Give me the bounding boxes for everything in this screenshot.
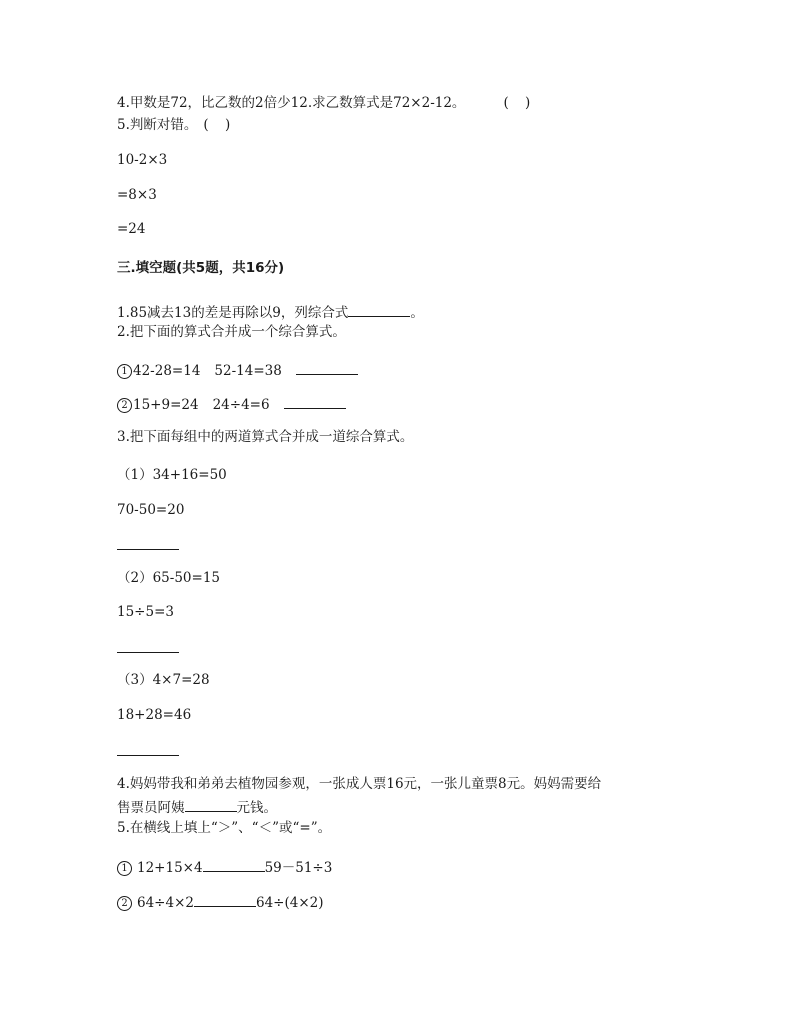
answer-blank[interactable] — [203, 857, 265, 872]
fill-question-5: 5.在横线上填上“＞”、“＜”或“=”。 — [117, 820, 332, 836]
fill-question-4-line-2 — [117, 797, 277, 817]
q3-group-2-eq2: 15÷5=3 — [117, 604, 174, 620]
answer-blank[interactable] — [185, 797, 237, 812]
q5-item-1 — [117, 857, 332, 877]
equation-1: 65-50=15 — [152, 570, 221, 586]
equation-2: 24÷4=6 — [212, 397, 270, 413]
answer-blank[interactable] — [296, 360, 358, 375]
fill-question-4-line-1: 4.妈妈带我和弟弟去植物园参观，一张成人票16元，一张儿童票8元。妈妈需要给 — [117, 776, 602, 792]
circle-number: 2 — [117, 398, 132, 413]
answer-blank[interactable] — [284, 394, 346, 409]
question-text: 1.85减去13的差是再除以9，列综合式 — [117, 305, 349, 321]
answer-blank[interactable] — [348, 302, 410, 317]
equation-2: 52-14=38 — [214, 363, 282, 379]
q3-group-1-eq1 — [117, 466, 227, 484]
calc-step-2: =8×3 — [117, 187, 157, 203]
fill-question-3: 3.把下面每组中的两道算式合并成一道综合算式。 — [117, 429, 414, 445]
q2-item-2 — [117, 394, 346, 414]
q3-group-2-answer-blank[interactable] — [117, 652, 179, 653]
q3-group-2-eq1 — [117, 569, 220, 587]
equation-1: 34+16=50 — [152, 467, 227, 483]
calc-step-1: 10-2×3 — [117, 152, 168, 168]
question-tail: 。 — [410, 305, 424, 321]
group-label: （2） — [117, 570, 153, 586]
group-label: （3） — [117, 672, 153, 688]
equation-1: 4×7=28 — [152, 672, 210, 688]
q2-item-1 — [117, 360, 358, 380]
circle-number: 1 — [117, 364, 132, 379]
question-text: 4.甲数是72，比乙数的2倍少12.求乙数算式是72×2-12。 — [117, 95, 466, 111]
question-4-true-false — [117, 94, 536, 112]
group-label: （1） — [117, 467, 153, 483]
right-expression: 59－51÷3 — [264, 860, 333, 876]
q3-group-3-eq2: 18+28=46 — [117, 707, 192, 723]
circle-number: 2 — [117, 896, 132, 911]
q3-group-3-eq1 — [117, 671, 210, 689]
left-expression: 12+15×4 — [137, 860, 203, 876]
answer-parentheses[interactable]: ( ) — [503, 95, 537, 111]
left-expression: 64÷4×2 — [137, 895, 194, 911]
question-5-true-false — [117, 116, 236, 134]
right-expression: 64÷(4×2) — [255, 895, 324, 911]
q3-group-1-answer-blank[interactable] — [117, 549, 179, 550]
answer-blank[interactable] — [194, 892, 256, 907]
question-tail: 元钱。 — [236, 800, 277, 816]
equation-1: 42-28=14 — [133, 363, 201, 379]
fill-question-1 — [117, 302, 424, 322]
question-text: 5.判断对错。 — [117, 117, 198, 133]
equation-1: 15+9=24 — [133, 397, 199, 413]
q3-group-1-eq2: 70-50=20 — [117, 502, 185, 518]
circle-number: 1 — [117, 861, 132, 876]
answer-parentheses[interactable]: ( ) — [203, 117, 237, 133]
fill-question-2: 2.把下面的算式合并成一个综合算式。 — [117, 324, 346, 340]
calc-step-3: =24 — [117, 221, 146, 237]
q3-group-3-answer-blank[interactable] — [117, 755, 179, 756]
section-heading-fill-in: 三.填空题(共5题，共16分) — [117, 260, 285, 276]
q5-item-2 — [117, 892, 324, 912]
question-text: 售票员阿姨 — [117, 800, 185, 816]
